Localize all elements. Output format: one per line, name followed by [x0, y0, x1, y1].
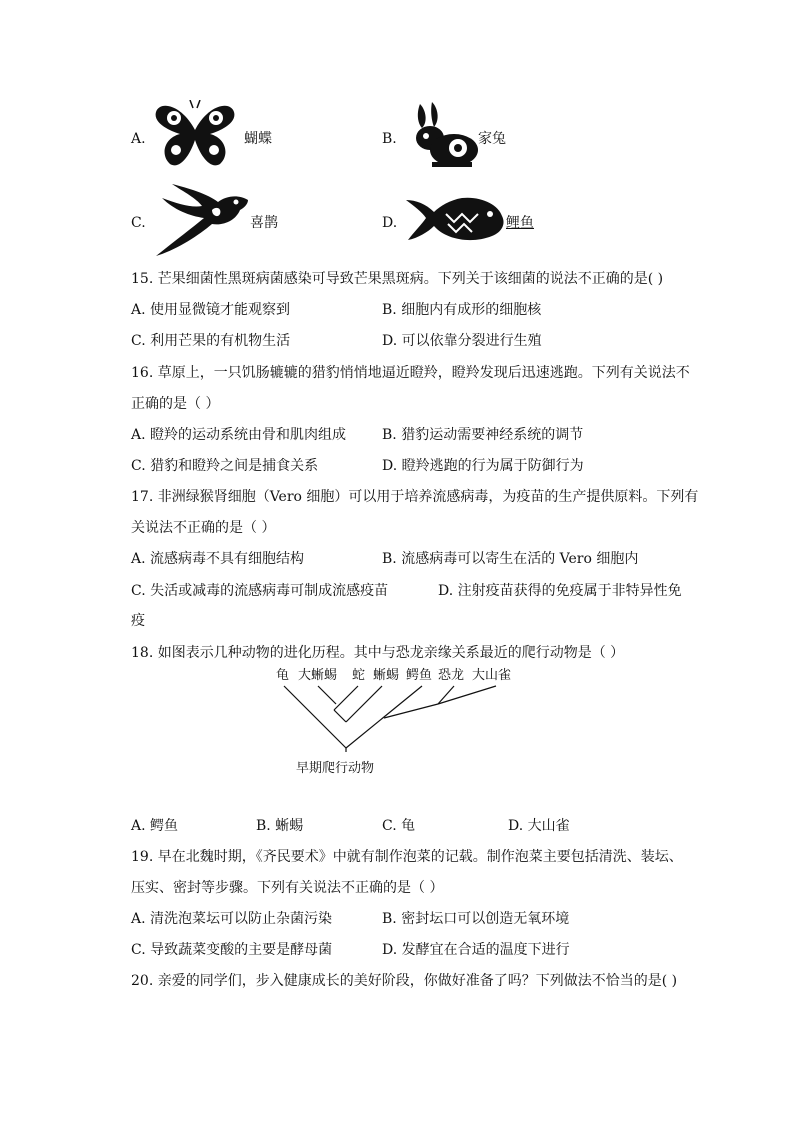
q18-option-a: A. 鳄鱼: [131, 818, 179, 834]
q16-option-a: A. 瞪羚的运动系统由骨和肌肉组成: [131, 427, 347, 443]
q19-option-d: D. 发酵宜在合适的温度下进行: [382, 942, 570, 958]
tree-label-tuatara: 大蜥蜴: [298, 668, 338, 683]
option-c-letter: C.: [131, 215, 146, 231]
q17-option-d-continued: 疫: [131, 613, 145, 629]
q15-option-c: C. 利用芒果的有机物生活: [131, 333, 291, 349]
q18-stem: 18. 如图表示几种动物的进化历程。其中与恐龙亲缘关系最近的爬行动物是（ ）: [131, 645, 625, 661]
q17-option-c: C. 失活或减毒的流感病毒可制成流感疫苗: [131, 583, 389, 599]
q17-option-b: B. 流感病毒可以寄生在活的 Vero 细胞内: [382, 551, 639, 567]
tree-label-dinosaur: 恐龙: [438, 668, 465, 683]
option-a-caption: 蝴蝶: [244, 131, 272, 147]
q17-stem-line1: 17. 非洲绿猴肾细胞（Vero 细胞）可以用于培养流感病毒，为疫苗的生产提供原料。下列有: [131, 489, 699, 505]
tree-root-label: 早期爬行动物: [296, 761, 375, 776]
option-a-letter: A.: [131, 131, 146, 147]
q19-option-b: B. 密封坛口可以创造无氧环境: [382, 911, 570, 927]
q17-option-a: A. 流感病毒不具有细胞结构: [131, 551, 305, 567]
evolution-tree-lines: [270, 684, 530, 754]
option-b-caption: 家兔: [478, 131, 506, 147]
q19-stem-line2: 压实、密封等步骤。下列有关说法不正确的是（ ）: [131, 880, 444, 896]
q16-stem-line2: 正确的是（ ）: [131, 396, 220, 412]
q18-option-b: B. 蜥蜴: [256, 818, 304, 834]
tree-label-tit: 大山雀: [472, 668, 512, 683]
q19-option-a: A. 清洗泡菜坛可以防止杂菌污染: [131, 911, 333, 927]
q18-option-d: D. 大山雀: [508, 818, 570, 834]
q16-option-b: B. 猎豹运动需要神经系统的调节: [382, 427, 584, 443]
tree-label-turtle: 龟: [276, 668, 290, 683]
option-c-caption: 喜鹊: [250, 215, 278, 231]
q15-option-a: A. 使用显微镜才能观察到: [131, 302, 291, 318]
rabbit-papercut-icon: [402, 100, 480, 170]
q15-option-b: B. 细胞内有成形的细胞核: [382, 302, 542, 318]
magpie-papercut-icon: [152, 180, 250, 258]
q15-stem: 15. 芒果细菌性黑斑病菌感染可导致芒果黑斑病。下列关于该细菌的说法不正确的是( ): [131, 271, 664, 287]
option-d-caption: 鲤鱼: [506, 215, 534, 231]
option-b-letter: B.: [382, 131, 397, 147]
q18-option-c: C. 龟: [382, 818, 416, 834]
q16-option-d: D. 瞪羚逃跑的行为属于防御行为: [382, 458, 584, 474]
option-d-letter: D.: [382, 215, 398, 231]
q15-option-d: D. 可以依靠分裂进行生殖: [382, 333, 542, 349]
butterfly-papercut-icon: [152, 100, 238, 170]
tree-label-lizard: 蜥蜴: [373, 668, 400, 683]
carp-papercut-icon: [402, 190, 506, 248]
q16-option-c: C. 猎豹和瞪羚之间是捕食关系: [131, 458, 319, 474]
tree-label-snake: 蛇: [352, 668, 366, 683]
tree-label-crocodile: 鳄鱼: [406, 668, 433, 683]
q17-option-d: D. 注射疫苗获得的免疫属于非特异性免: [438, 583, 682, 599]
q19-stem-line1: 19. 早在北魏时期，《齐民要术》中就有制作泡菜的记载。制作泡菜主要包括清洗、装坛、: [131, 849, 683, 865]
q20-stem: 20. 亲爱的同学们，步入健康成长的美好阶段，你做好准备了吗？下列做法不恰当的是( ): [131, 973, 678, 989]
q16-stem-line1: 16. 草原上，一只饥肠辘辘的猎豹悄悄地逼近瞪羚，瞪羚发现后迅速逃跑。下列有关说法不: [131, 365, 690, 381]
q17-stem-line2: 关说法不正确的是（ ）: [131, 520, 276, 536]
q19-option-c: C. 导致蔬菜变酸的主要是酵母菌: [131, 942, 333, 958]
